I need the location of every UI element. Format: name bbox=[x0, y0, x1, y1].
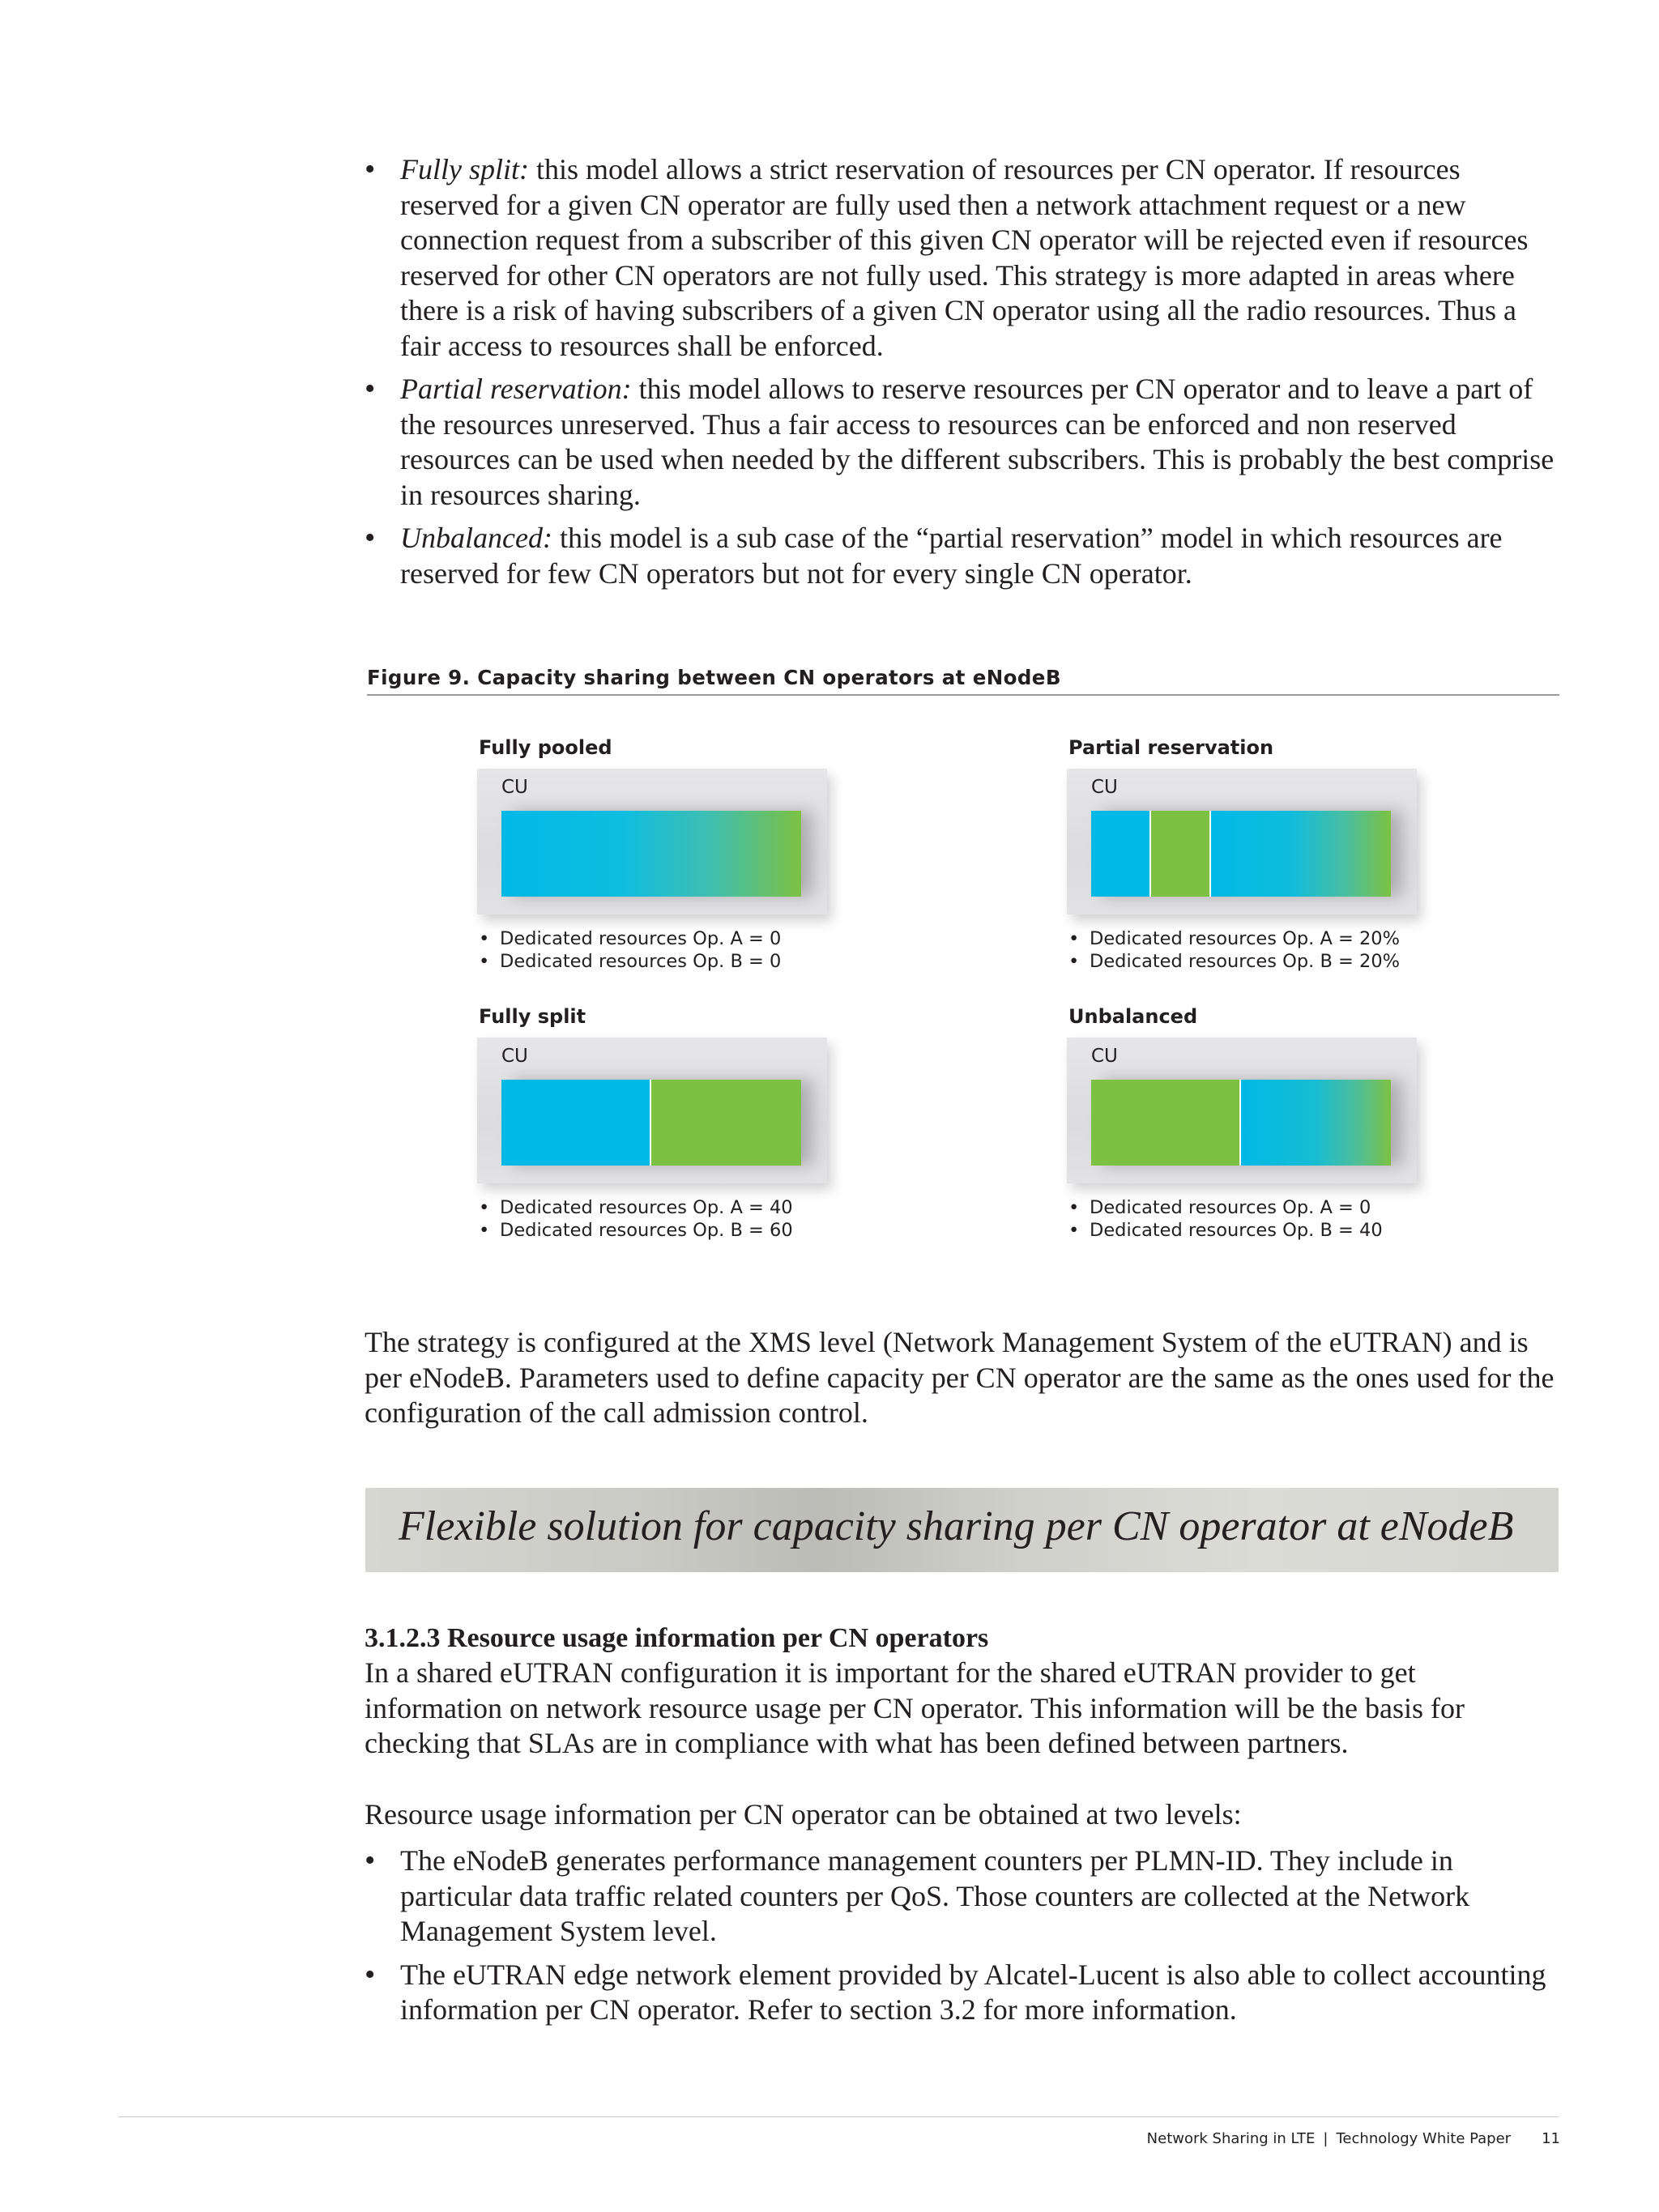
op-b-segment bbox=[1151, 811, 1211, 897]
panel-fully-split bbox=[477, 1005, 850, 1242]
capacity-bar bbox=[501, 811, 801, 897]
page-number: 11 bbox=[1542, 2130, 1560, 2147]
panel-title: Fully pooled bbox=[479, 736, 612, 759]
cu-label: CU bbox=[501, 777, 528, 798]
callout-banner bbox=[365, 1488, 1559, 1572]
bullet-edge-element: • The eUTRAN edge network element provided by Alcatel-Lucent is also able to collect accounting information per CN operator. Refer to section 3.2 for more information. bbox=[365, 1958, 1555, 2028]
cu-label: CU bbox=[1091, 777, 1118, 798]
cu-box bbox=[477, 1038, 827, 1183]
model-bullet-list bbox=[365, 152, 1555, 599]
capacity-bar bbox=[501, 1080, 801, 1166]
bullet-text: this model allows a strict reservation of resources per CN operator. If resources reserved for a given CN operator are fully used then a network attachment request or a new connection request from a subscriber of this given CN operator will be rejected even if resources reserved for other CN operators are not fully used. This strategy is more adapted in areas where there is a risk of having subscribers of a given CN operator using all the radio resources. Thus a fair access to resources shall be enforced. bbox=[400, 153, 1529, 362]
bullet-enodeb-counters: • The eNodeB generates performance management counters per PLMN-ID. They include in particular data traffic related counters per QoS. Those counters are collected at the Network Management System level. bbox=[365, 1843, 1555, 1950]
bullet-text: this model allows to reserve resources per CN operator and to leave a part of the resources unreserved. Thus a fair access to resources can be enforced and non reserved resources can be used when needed by the different subscribers. This is probably the best comprise in resources sharing. bbox=[400, 373, 1555, 511]
bullet-term: Partial reservation: bbox=[400, 373, 632, 405]
shared-segment bbox=[1241, 1080, 1391, 1166]
levels-paragraph: Resource usage information per CN operator can be obtained at two levels: bbox=[365, 1798, 1242, 1831]
bullet-term: Unbalanced: bbox=[400, 522, 552, 554]
cu-label: CU bbox=[501, 1046, 528, 1067]
cu-box bbox=[477, 769, 827, 914]
cu-box bbox=[1067, 1038, 1417, 1183]
footer-doc-title: Network Sharing in LTE bbox=[1146, 2130, 1316, 2147]
op-b-segment bbox=[651, 1080, 801, 1166]
page-footer bbox=[1147, 2130, 1560, 2147]
capacity-bar bbox=[1091, 811, 1391, 897]
legend-op-b: • Dedicated resources Op. B = 60 bbox=[479, 1219, 850, 1242]
bullet-unbalanced bbox=[365, 521, 1555, 591]
usage-paragraph: In a shared eUTRAN configuration it is important for the shared eUTRAN provider to get information on network resource usage per CN operator. This information will be the basis for checking that SLAs are in compliance with what has been defined between partners. bbox=[365, 1656, 1465, 1759]
panel-title: Fully split bbox=[479, 1005, 586, 1028]
cu-box bbox=[1067, 769, 1417, 914]
footer-separator: | bbox=[1323, 2130, 1328, 2147]
panel-partial-reservation bbox=[1067, 736, 1439, 973]
strategy-paragraph: The strategy is configured at the XMS level (Network Management System of the eUTRAN) and is per eNodeB. Parameters used to define capacity per CN operator are the same as the ones used for the configuration of the call admission control. bbox=[365, 1326, 1555, 1429]
legend bbox=[1068, 927, 1439, 973]
panel-fully-pooled bbox=[477, 736, 850, 973]
banner-text: Flexible solution for capacity sharing per CN operator at eNodeB bbox=[399, 1503, 1514, 1549]
legend-op-a: • Dedicated resources Op. A = 0 bbox=[479, 927, 850, 950]
legend-op-a: • Dedicated resources Op. A = 20% bbox=[1068, 927, 1439, 950]
legend-op-a: • Dedicated resources Op. A = 0 bbox=[1068, 1196, 1439, 1219]
capacity-bar bbox=[1091, 1080, 1391, 1166]
legend-op-b: • Dedicated resources Op. B = 40 bbox=[1068, 1219, 1439, 1242]
section-heading: 3.1.2.3 Resource usage information per CN operators bbox=[365, 1623, 989, 1653]
op-a-segment bbox=[501, 1080, 651, 1166]
footer-rule bbox=[118, 2116, 1559, 2117]
legend-op-b: • Dedicated resources Op. B = 20% bbox=[1068, 950, 1439, 973]
legend bbox=[1068, 1196, 1439, 1242]
levels-bullet-list bbox=[365, 1843, 1555, 2036]
legend-op-a: • Dedicated resources Op. A = 40 bbox=[479, 1196, 850, 1219]
bullet-partial-reservation bbox=[365, 372, 1555, 513]
bullet-text: this model is a sub case of the “partial reservation” model in which resources are reserved for few CN operators but not for every single CN operator. bbox=[400, 522, 1503, 590]
cu-label: CU bbox=[1091, 1046, 1118, 1067]
panel-title: Partial reservation bbox=[1068, 736, 1274, 759]
legend bbox=[479, 927, 850, 973]
bullet-fully-split bbox=[365, 152, 1555, 364]
panel-title: Unbalanced bbox=[1068, 1005, 1198, 1028]
footer-series: Technology White Paper bbox=[1336, 2130, 1512, 2147]
figure-caption: Figure 9. Capacity sharing between CN operators at eNodeB bbox=[367, 666, 1559, 696]
legend-op-b: • Dedicated resources Op. B = 0 bbox=[479, 950, 850, 973]
op-b-segment bbox=[1091, 1080, 1241, 1166]
shared-segment bbox=[1211, 811, 1391, 897]
legend bbox=[479, 1196, 850, 1242]
op-a-segment bbox=[1091, 811, 1151, 897]
bullet-term: Fully split: bbox=[400, 153, 529, 185]
shared-segment bbox=[501, 811, 801, 897]
panel-unbalanced bbox=[1067, 1005, 1439, 1242]
